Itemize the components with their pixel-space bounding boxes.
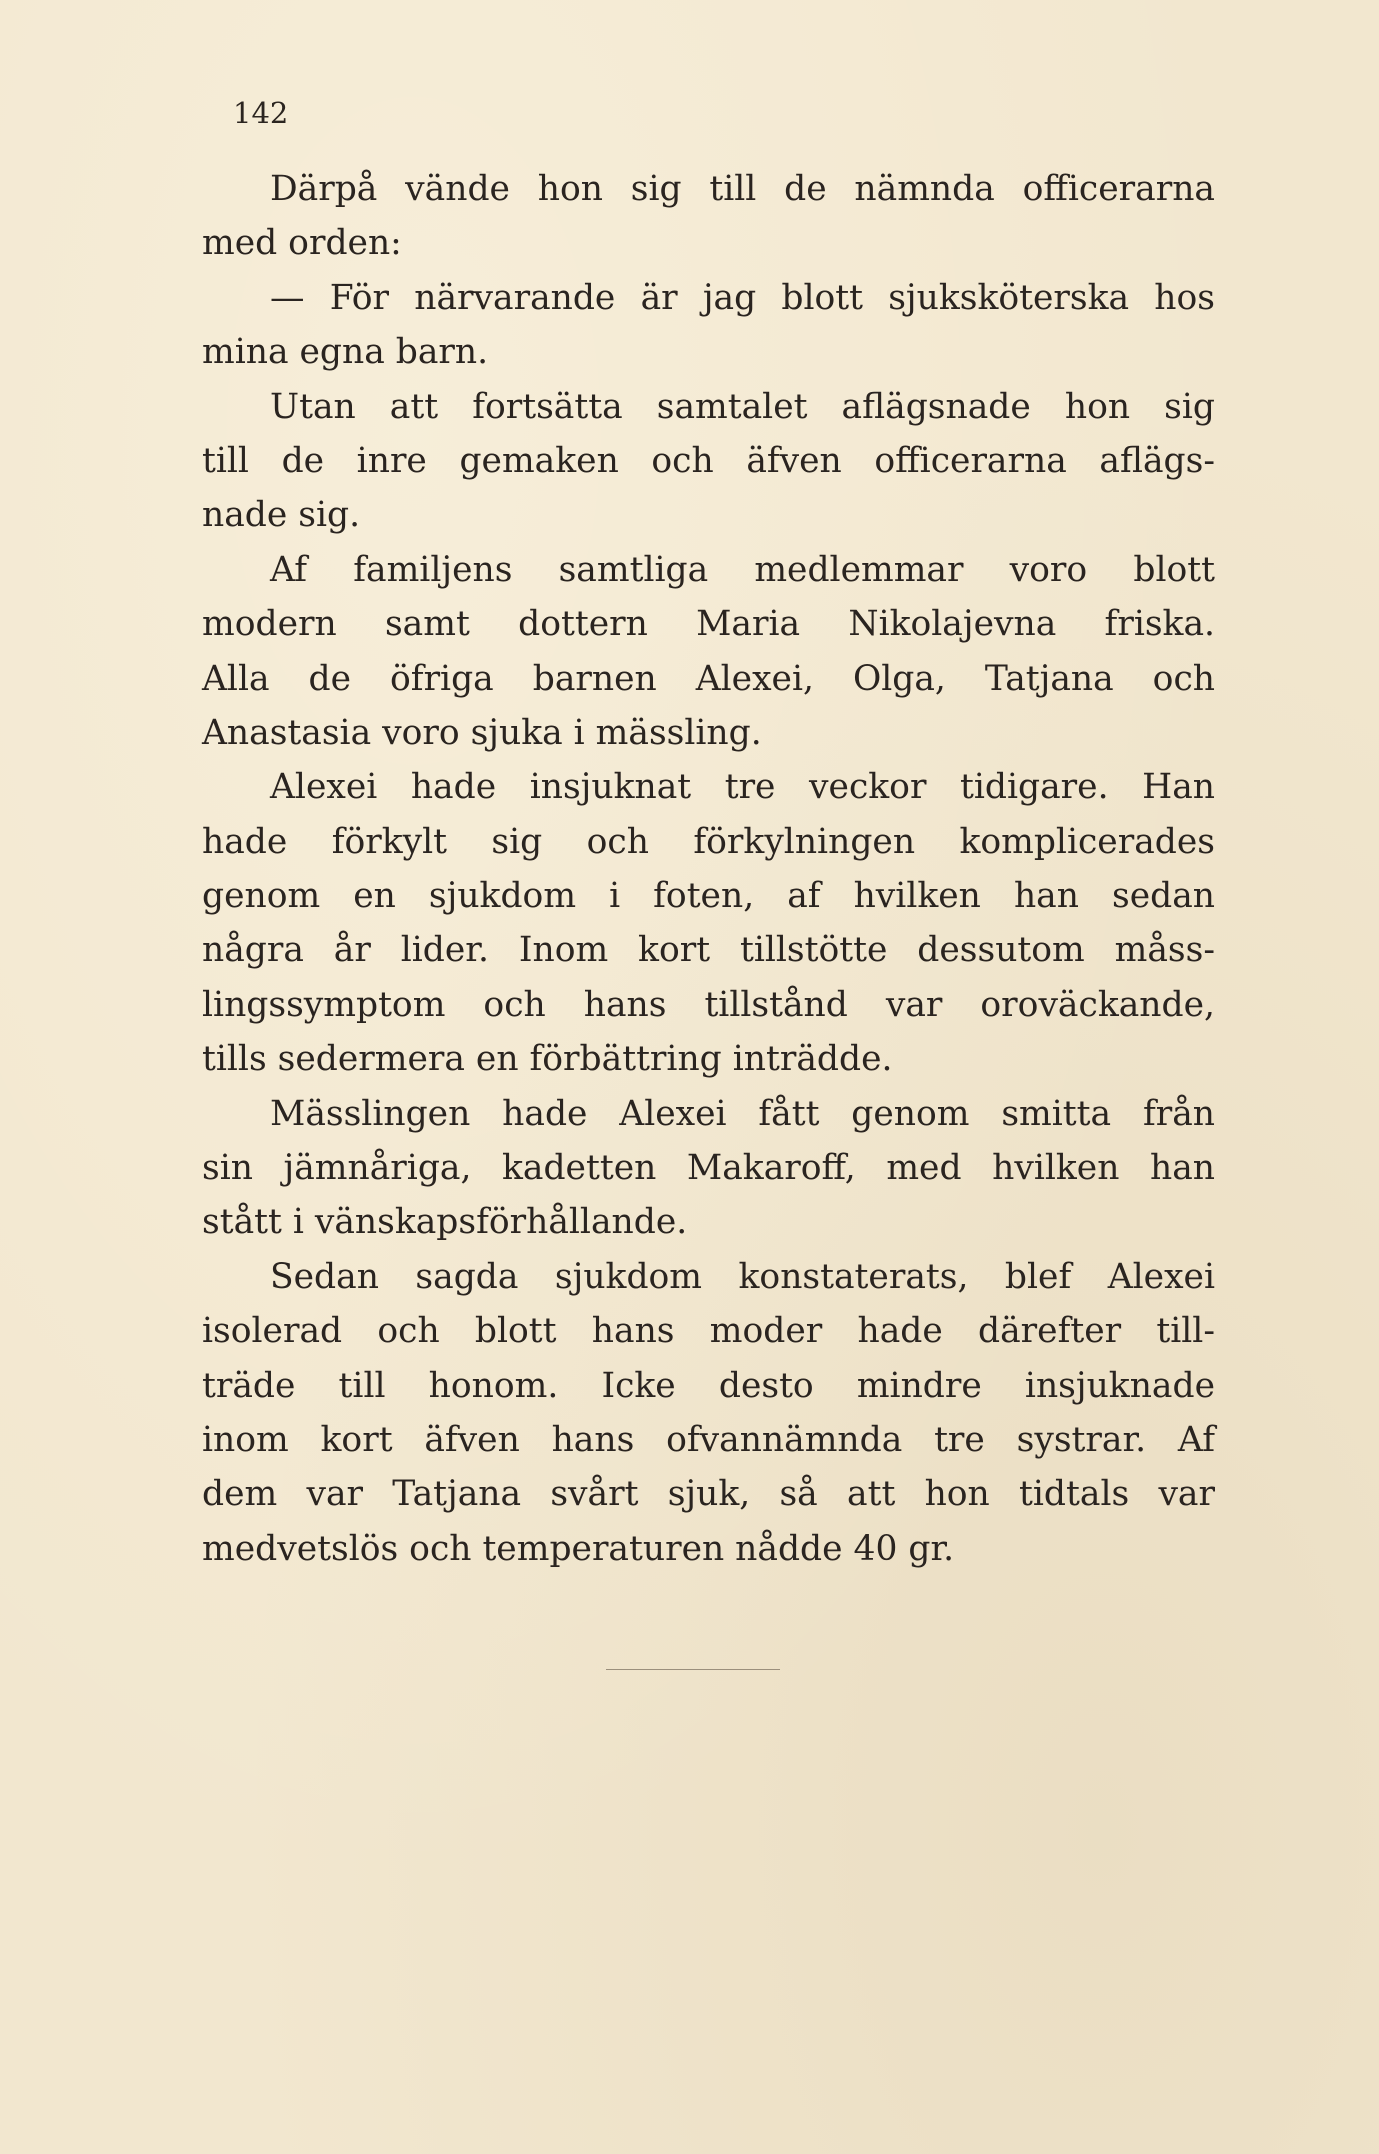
- text-line: tills sedermera en förbättring inträdde.: [202, 1039, 893, 1080]
- text-line: med orden:: [202, 223, 402, 264]
- text-line: medvetslös och temperaturen nådde 40 gr.: [202, 1528, 955, 1569]
- text-line: Alexei hade insjuknat tre veckor tidigare. Han: [270, 767, 1215, 808]
- text-line: dem var Tatjana svårt sjuk, så att hon tidtals var: [202, 1474, 1215, 1515]
- text-line: några år lider. Inom kort tillstötte dessutom måss-: [202, 930, 1215, 971]
- text-line: inom kort äfven hans ofvannämnda tre systrar. Af: [202, 1419, 1215, 1460]
- text-line: mina egna barn.: [202, 332, 489, 373]
- text-line: lingssymptom och hans tillstånd var oroväckande,: [202, 984, 1215, 1025]
- text-line: Af familjens samtliga medlemmar voro blott: [270, 549, 1215, 590]
- text-line: till de inre gemaken och äfven officerarna aflägs-: [202, 440, 1215, 481]
- text-line: — För närvarande är jag blott sjuksköterska hos: [270, 277, 1215, 318]
- text-line: Därpå vände hon sig till de nämnda officerarna: [270, 169, 1215, 209]
- page-number: 142: [233, 96, 289, 130]
- text-line: Utan att fortsätta samtalet aflägsnade hon sig: [270, 386, 1215, 427]
- text-line: Alla de öfriga barnen Alexei, Olga, Tatjana och: [202, 658, 1215, 699]
- text-line: Sedan sagda sjukdom konstaterats, blef Alexei: [270, 1256, 1215, 1297]
- text-line: modern samt dottern Maria Nikolajevna friska.: [202, 604, 1215, 645]
- text-line: sin jämnåriga, kadetten Makaroff, med hvilken han: [202, 1148, 1215, 1189]
- text-line: hade förkylt sig och förkylningen komplicerades: [202, 821, 1215, 862]
- text-line: stått i vänskapsförhållande.: [202, 1202, 688, 1243]
- text-line: isolerad och blott hans moder hade därefter till-: [202, 1311, 1215, 1352]
- text-line: nade sig.: [202, 495, 361, 536]
- text-line: träde till honom. Icke desto mindre insjuknade: [202, 1365, 1215, 1406]
- text-line: genom en sjukdom i foten, af hvilken han sedan: [202, 876, 1215, 917]
- text-line: Mässlingen hade Alexei fått genom smitta från: [270, 1093, 1215, 1134]
- section-divider: [606, 1669, 780, 1670]
- text-line: Anastasia voro sjuka i mässling.: [202, 712, 762, 753]
- body-text: [202, 162, 1215, 1576]
